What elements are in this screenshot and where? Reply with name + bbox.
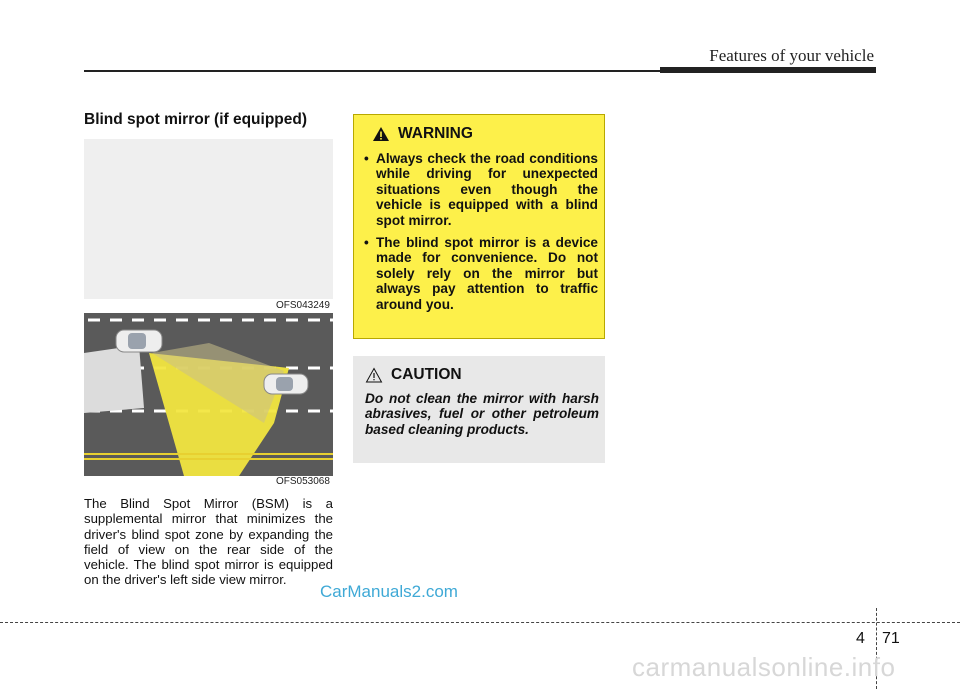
warning-box [353, 114, 605, 339]
warning-triangle-icon [372, 126, 390, 142]
footer-dashed-rule [0, 622, 960, 623]
warning-item [360, 151, 598, 228]
header-rule-thin [84, 70, 676, 72]
caution-text: Do not clean the mirror with harsh abrasives, fuel or other petroleum based cleaning products. [365, 391, 599, 437]
warning-title: WARNING [398, 125, 473, 142]
warning-list [360, 151, 598, 319]
site-watermark: carmanualsonline.info [632, 652, 896, 682]
mirror-photo [84, 139, 333, 299]
own-car [116, 330, 162, 352]
rear-car [264, 374, 308, 394]
header-rule-thick [660, 67, 876, 73]
mirror-view-zone [84, 345, 144, 413]
warning-item-text: Always check the road conditions while driving for unexpected situations even though the vehicle is equipped with a blind spot mirror. [376, 151, 598, 228]
page-number: 71 [882, 630, 900, 647]
figure-code-1: OFS043249 [276, 300, 330, 311]
bullet: • [364, 151, 369, 166]
caution-box [353, 356, 605, 463]
caution-header [365, 366, 462, 384]
figure-code-2: OFS053068 [276, 476, 330, 487]
warning-item [360, 235, 598, 312]
warning-header [372, 125, 473, 143]
watermark-link[interactable]: CarManuals2.com [320, 582, 458, 601]
caution-triangle-icon [365, 367, 383, 383]
bullet: • [364, 235, 369, 251]
section-title: Blind spot mirror (if equipped) [84, 111, 308, 128]
warning-item-text: The blind spot mirror is a device made for convenience. Do not solely rely on the mirror but always pay attention to traffic around you. [376, 235, 598, 312]
chapter-number: 4 [856, 630, 865, 647]
header-title: Features of your vehicle [709, 46, 874, 65]
blind-spot-diagram [84, 313, 333, 476]
body-paragraph: The Blind Spot Mirror (BSM) is a supplemental mirror that minimizes the driver's blind spot zone by expanding the field of view on the rear side of the vehicle. The blind spot mirror is equipped on the driver's left side view mirror. [84, 496, 333, 588]
caution-title: CAUTION [391, 366, 462, 383]
